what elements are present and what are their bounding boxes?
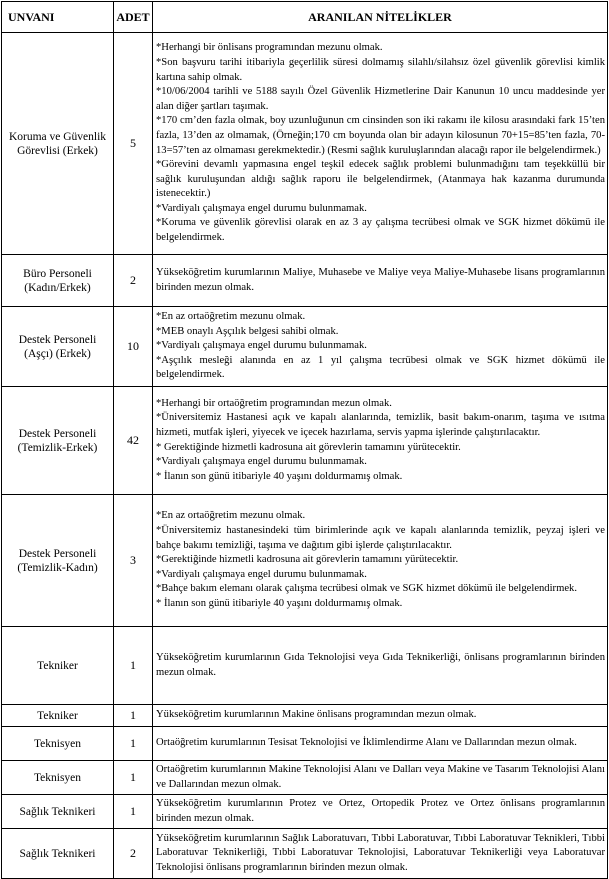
position-count: 1 [114, 761, 153, 795]
requirement-line: *Aşçılık mesleği alanında en az 1 yıl çalışma tecrübesi olmak ve SGK hizmet dökümü ile belgelendirmek. [156, 354, 605, 381]
requirement-line: *Üniversitemiz hastanesindeki tüm birimlerinde açık ve kapalı alanlarında temizlik, peyzaj işleri ve bahçe bakımı temizliği, taşıma ve dağıtım gibi işlerde çalıştırılacaktır. [156, 525, 605, 551]
requirements-cell [153, 705, 608, 727]
position-count: 10 [114, 307, 153, 387]
requirement-line: *Vardiyalı çalışmaya engel durumu bulunmamak. [156, 568, 367, 580]
positions-table [1, 1, 608, 879]
requirement-line: *Bahçe bakım elemanı olarak çalışma tecrübesi olmak ve SGK hizmet dökümü ile belgelendirmek. [156, 583, 577, 595]
requirement-line: Yükseköğretim kurumlarının Protez ve Ortez, Ortopedik Protez ve Ortez önlisans programlarının birinden mezun olmak. [156, 797, 605, 824]
position-title: Destek Personeli (Aşçı) (Erkek) [2, 307, 114, 387]
requirement-line: Ortaöğretim kurumlarının Makine Teknolojisi Alanı ve Dalları veya Makine ve Tasarım Teknolojisi Alanı ve Dallarından mezun olmak. [156, 763, 605, 790]
requirements-cell [153, 387, 608, 495]
requirement-line: *En az ortaöğretim mezunu olmak. [156, 311, 306, 323]
position-title: Sağlık Teknikeri [2, 795, 114, 829]
requirement-line: * İlanın son günü itibariyle 40 yaşını doldurmamış olmak. [156, 470, 403, 482]
position-title: Teknisyen [2, 761, 114, 795]
position-title: Teknisyen [2, 727, 114, 761]
requirement-line: Yükseköğretim kurumlarının Sağlık Laboratuvarı, Tıbbi Laboratuvar, Tıbbi Laboratuvar Teknikleri, Tıbbi Laboratuvar Teknikerliği, Tıbbi Laboratuvar Teknolojisi, Laboratuvar Teknikerliği veya Laboratuvar Teknolojisi önlisans programlarının birinden mezun olmak. [156, 832, 605, 873]
position-count: 5 [114, 33, 153, 255]
table-row [2, 727, 608, 761]
requirement-line: * Gerektiğinde hizmetli kadrosuna ait görevlerin tamamını yürütecektir. [156, 441, 461, 453]
header-title: UNVANI [2, 2, 114, 33]
position-count: 3 [114, 495, 153, 627]
header-count: ADET [114, 2, 153, 33]
position-count: 1 [114, 795, 153, 829]
header-row [2, 2, 608, 33]
position-count: 1 [114, 727, 153, 761]
table-row [2, 387, 608, 495]
requirement-line: *Son başvuru tarihi itibariyla geçerlilik süresi dolmamış silahlı/silahsız özel güvenlik görevlisi kimlik kartına sahip olmak. [156, 56, 605, 83]
requirement-line: *10/06/2004 tarihli ve 5188 sayılı Özel Güvenlik Hizmetlerine Dair Kanunun 10 uncu maddesinde yer alan diğer şartları taşımak. [156, 86, 605, 112]
header-requirements: ARANILAN NİTELİKLER [153, 2, 608, 33]
requirement-line: *Herhangi bir önlisans programından mezunu olmak. [156, 42, 383, 54]
table-row [2, 307, 608, 387]
requirements-cell [153, 33, 608, 255]
requirement-line: * İlanın son günü itibariyle 40 yaşını doldurmamış olmak. [156, 597, 403, 609]
position-count: 1 [114, 627, 153, 705]
table-row [2, 829, 608, 879]
requirement-line: *Vardiyalı çalışmaya engel durumu bulunmamak. [156, 202, 367, 214]
table-row [2, 33, 608, 255]
requirement-line: Yükseköğretim kurumlarının Makine önlisans programından mezun olmak. [156, 709, 477, 721]
requirements-cell [153, 727, 608, 761]
position-title: Koruma ve Güvenlik Görevlisi (Erkek) [2, 33, 114, 255]
position-title: Büro Personeli (Kadın/Erkek) [2, 255, 114, 307]
position-count: 42 [114, 387, 153, 495]
table-row [2, 627, 608, 705]
position-title: Tekniker [2, 705, 114, 727]
position-title: Tekniker [2, 627, 114, 705]
position-count: 2 [114, 255, 153, 307]
requirement-line: Yükseköğretim kurumlarının Maliye, Muhasebe ve Maliye veya Maliye-Muhasebe lisans programlarının birinden mezun olmak. [156, 266, 605, 293]
requirement-line: *Görevini devamlı yapmasına engel teşkil edecek sağlık problemi bulunmadığını tam teşekküllü bir sağlık kuruluşundan aldığı sağlık raporu ile belgelendirmek, (Atanmaya hak kazanma durumunda istenecektir.) [156, 159, 605, 200]
requirement-line: Yükseköğretim kurumlarının Gıda Teknolojisi veya Gıda Teknikerliği, önlisans programlarının birinden mezun olmak. [156, 651, 605, 678]
position-count: 1 [114, 705, 153, 727]
position-title: Destek Personeli (Temizlik-Erkek) [2, 387, 114, 495]
requirement-line: *Üniversitemiz Hastanesi açık ve kapalı alanlarında, temizlik, basit bakım-onarım, taşıma ve ısıtma hizmeti, mutfak işleri, yiyecek ve içecek hazırlama, servis yapma işlerinde çalıştırılacaktır. [156, 412, 605, 438]
requirements-cell [153, 761, 608, 795]
table-row [2, 761, 608, 795]
requirement-line: *Gerektiğinde hizmetli kadrosuna ait görevlerin tamamını yürütecektir. [156, 554, 459, 566]
requirement-line: *Vardiyalı çalışmaya engel durumu bulunmamak. [156, 456, 367, 468]
table-row [2, 495, 608, 627]
table-row [2, 705, 608, 727]
position-count: 2 [114, 829, 153, 879]
requirement-line: *Koruma ve güvenlik görevlisi olarak en az 3 ay çalışma tecrübesi olmak ve SGK hizmet dökümü ile belgelendirmek. [156, 217, 605, 244]
requirements-cell [153, 829, 608, 879]
position-title: Destek Personeli (Temizlik-Kadın) [2, 495, 114, 627]
table-row [2, 255, 608, 307]
requirement-line: *En az ortaöğretim mezunu olmak. [156, 510, 306, 522]
requirements-cell [153, 795, 608, 829]
requirement-line: *170 cm’den fazla olmak, boy uzunluğunun cm cinsinden son iki rakamı ile kilosu arasındaki fark 15’ten fazla, 13’den az olmamak, (Örneğin;170 cm boyunda olan bir adayın kilosunun 70+15=85’ten fazla, 70-13=57’ten az olmaması gerekmektedir.) (Resmi sağlık kuruluşlarından alacağı rapor ile belgelendirmek.) [156, 115, 605, 156]
requirement-line: *Herhangi bir ortaöğretim programından mezun olmak. [156, 397, 392, 409]
requirements-cell [153, 307, 608, 387]
requirement-line: *MEB onaylı Aşçılık belgesi sahibi olmak. [156, 325, 339, 337]
requirements-cell [153, 627, 608, 705]
position-title: Sağlık Teknikeri [2, 829, 114, 879]
requirements-cell [153, 255, 608, 307]
requirement-line: Ortaöğretim kurumlarının Tesisat Teknolojisi ve İklimlendirme Alanı ve Dallarından mezun olmak. [156, 737, 577, 749]
table-row [2, 795, 608, 829]
requirements-cell [153, 495, 608, 627]
requirement-line: *Vardiyalı çalışmaya engel durumu bulunmamak. [156, 340, 367, 352]
